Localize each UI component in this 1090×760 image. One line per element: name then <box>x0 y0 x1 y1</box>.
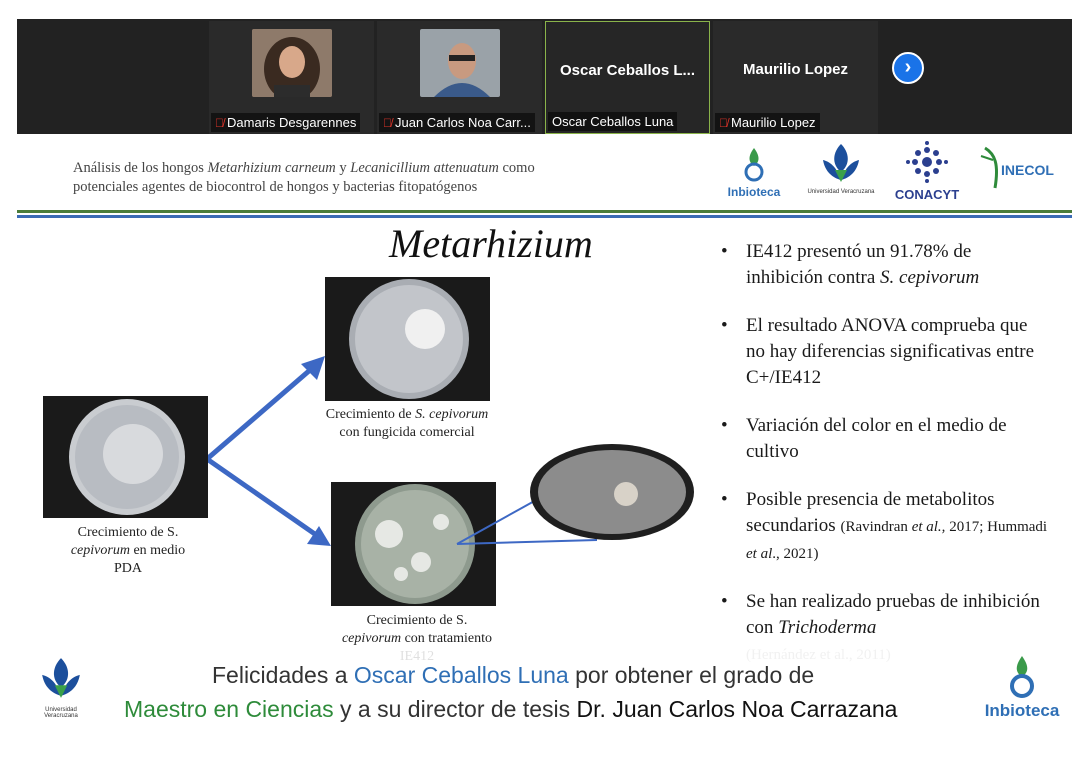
participant-tile[interactable] <box>209 21 374 134</box>
arrow-up-line <box>207 364 317 459</box>
inbioteca-logo-mark <box>734 146 774 182</box>
participant-video-image <box>252 29 332 97</box>
participant-video <box>420 29 500 97</box>
header-divider-green <box>17 210 1072 213</box>
bullet-item: • Se han realizado pruebas de inhibición con Trichoderma <box>721 589 1051 668</box>
participant-name-display: Maurilio Lopez <box>743 61 848 78</box>
participant-strip <box>17 19 1072 134</box>
banner-line-2: Maestro en Ciencias y a su director de tesis Dr. Juan Carlos Noa Carrazana <box>124 696 898 722</box>
participant-name-label: 🎙̸ Damaris Desgarennes <box>211 113 360 132</box>
participant-tile-active-speaker[interactable] <box>545 21 710 134</box>
conacyt-logo: CONACYT <box>887 140 967 202</box>
microphone-muted-icon: 🎙̸ <box>383 116 392 130</box>
petri-dish-fungicide-photo <box>325 277 490 401</box>
meeting-window <box>17 19 1072 731</box>
participant-name-label: 🎙̸ Maurilio Lopez <box>715 113 820 132</box>
microphone-muted-icon: 🎙̸ <box>719 116 728 130</box>
inbioteca-logo: Inbioteca <box>719 146 789 199</box>
congratulations-banner <box>17 648 1072 731</box>
bullet-item: • IE412 presentó un 91.78% de inhibición contra S. cepivorum <box>721 239 1051 291</box>
header-divider-blue <box>17 215 1072 218</box>
inbioteca-logo-mark <box>1002 654 1042 700</box>
participant-name-label: Oscar Ceballos Luna <box>548 112 677 131</box>
shared-slide: Análisis de los hongos Metarhizium carneum y Lecanicillium attenuatum como potenciales agentes de biocontrol de hongos y bacterias fitopatógenos Inbioteca Universidad Veracruzana CONACYT INECOL Metarhizium Crecimiento de S. cepivorum en medio PDA Crecimiento de S. cepivorum con fungicida comercial Crecimiento de S. cepivorum con tratamiento • IE412 presentó un 91.78% de inhibición contra S. cepivorum • El resultado ANOVA comprueba que no hay diferencias significativas entre C+/IE412 • Variación del color en el medio de cultivo • Posible presencia de metabolitos secundarios (Ravindran et al., 2017; Hummadi et al., 2021) • Se han realizado pruebas de inhibición con Trichoderma Universidad Veracruzana Felicidades a Oscar Ceballos Luna por obtener el grado de Maestro en Ciencias y a su director de tesis Dr. Juan Carlos Noa Carrazana Inbioteca <box>17 134 1072 731</box>
participant-video-image <box>420 29 500 97</box>
caption-pda: Crecimiento de S. cepivorum en medio PDA <box>70 525 186 576</box>
slide-header-text: Análisis de los hongos Metarhizium carneum y Lecanicillium attenuatum como potenciales agentes de biocontrol de hongos y bacterias fitopatógenos <box>73 160 535 195</box>
microphone-muted-icon: 🎙̸ <box>215 116 224 130</box>
uv-flower-mark <box>819 142 863 186</box>
conacyt-dots-mark <box>905 140 949 184</box>
caption-fungicide: Crecimiento de S. cepivorum con fungicida comercial <box>325 407 489 440</box>
zoomed-colony-image <box>528 442 696 542</box>
arrow-down-line <box>207 459 322 539</box>
slide-title: Metarhizium <box>389 221 593 266</box>
uv-flower-mark <box>38 656 84 702</box>
petri-dish-image <box>43 396 208 518</box>
banner-logo-inbioteca: Inbioteca <box>979 654 1065 721</box>
petri-dish-image <box>325 277 490 401</box>
next-participants-arrow-icon[interactable]: › <box>892 52 924 84</box>
slide-bullet-list <box>721 239 1051 690</box>
banner-logo-uv: Universidad Veracruzana <box>31 656 91 719</box>
participant-tile[interactable] <box>713 21 878 134</box>
bullet-item: • El resultado ANOVA comprueba que no hay diferencias significativas entre C+/IE412 <box>721 313 1051 391</box>
universidad-veracruzana-logo: Universidad Veracruzana <box>801 142 881 195</box>
bullet-item: • Variación del color en el medio de cultivo <box>721 413 1051 465</box>
participant-tile[interactable] <box>377 21 542 134</box>
zoomed-colony-photo <box>528 442 696 542</box>
participant-name-label: 🎙̸ Juan Carlos Noa Carr... <box>379 113 535 132</box>
participant-name-display: Oscar Ceballos L... <box>559 62 696 79</box>
bullet-item: • Posible presencia de metabolitos secundarios (Ravindran et al., 2017; Hummadi et al., 2021) <box>721 487 1051 567</box>
petri-dish-pda-photo <box>43 396 208 518</box>
participant-video <box>252 29 332 97</box>
caption-ie412: Crecimiento de S. cepivorum con tratamiento <box>341 613 493 646</box>
banner-line-1: Felicidades a Oscar Ceballos Luna por obtener el grado de <box>212 662 815 688</box>
